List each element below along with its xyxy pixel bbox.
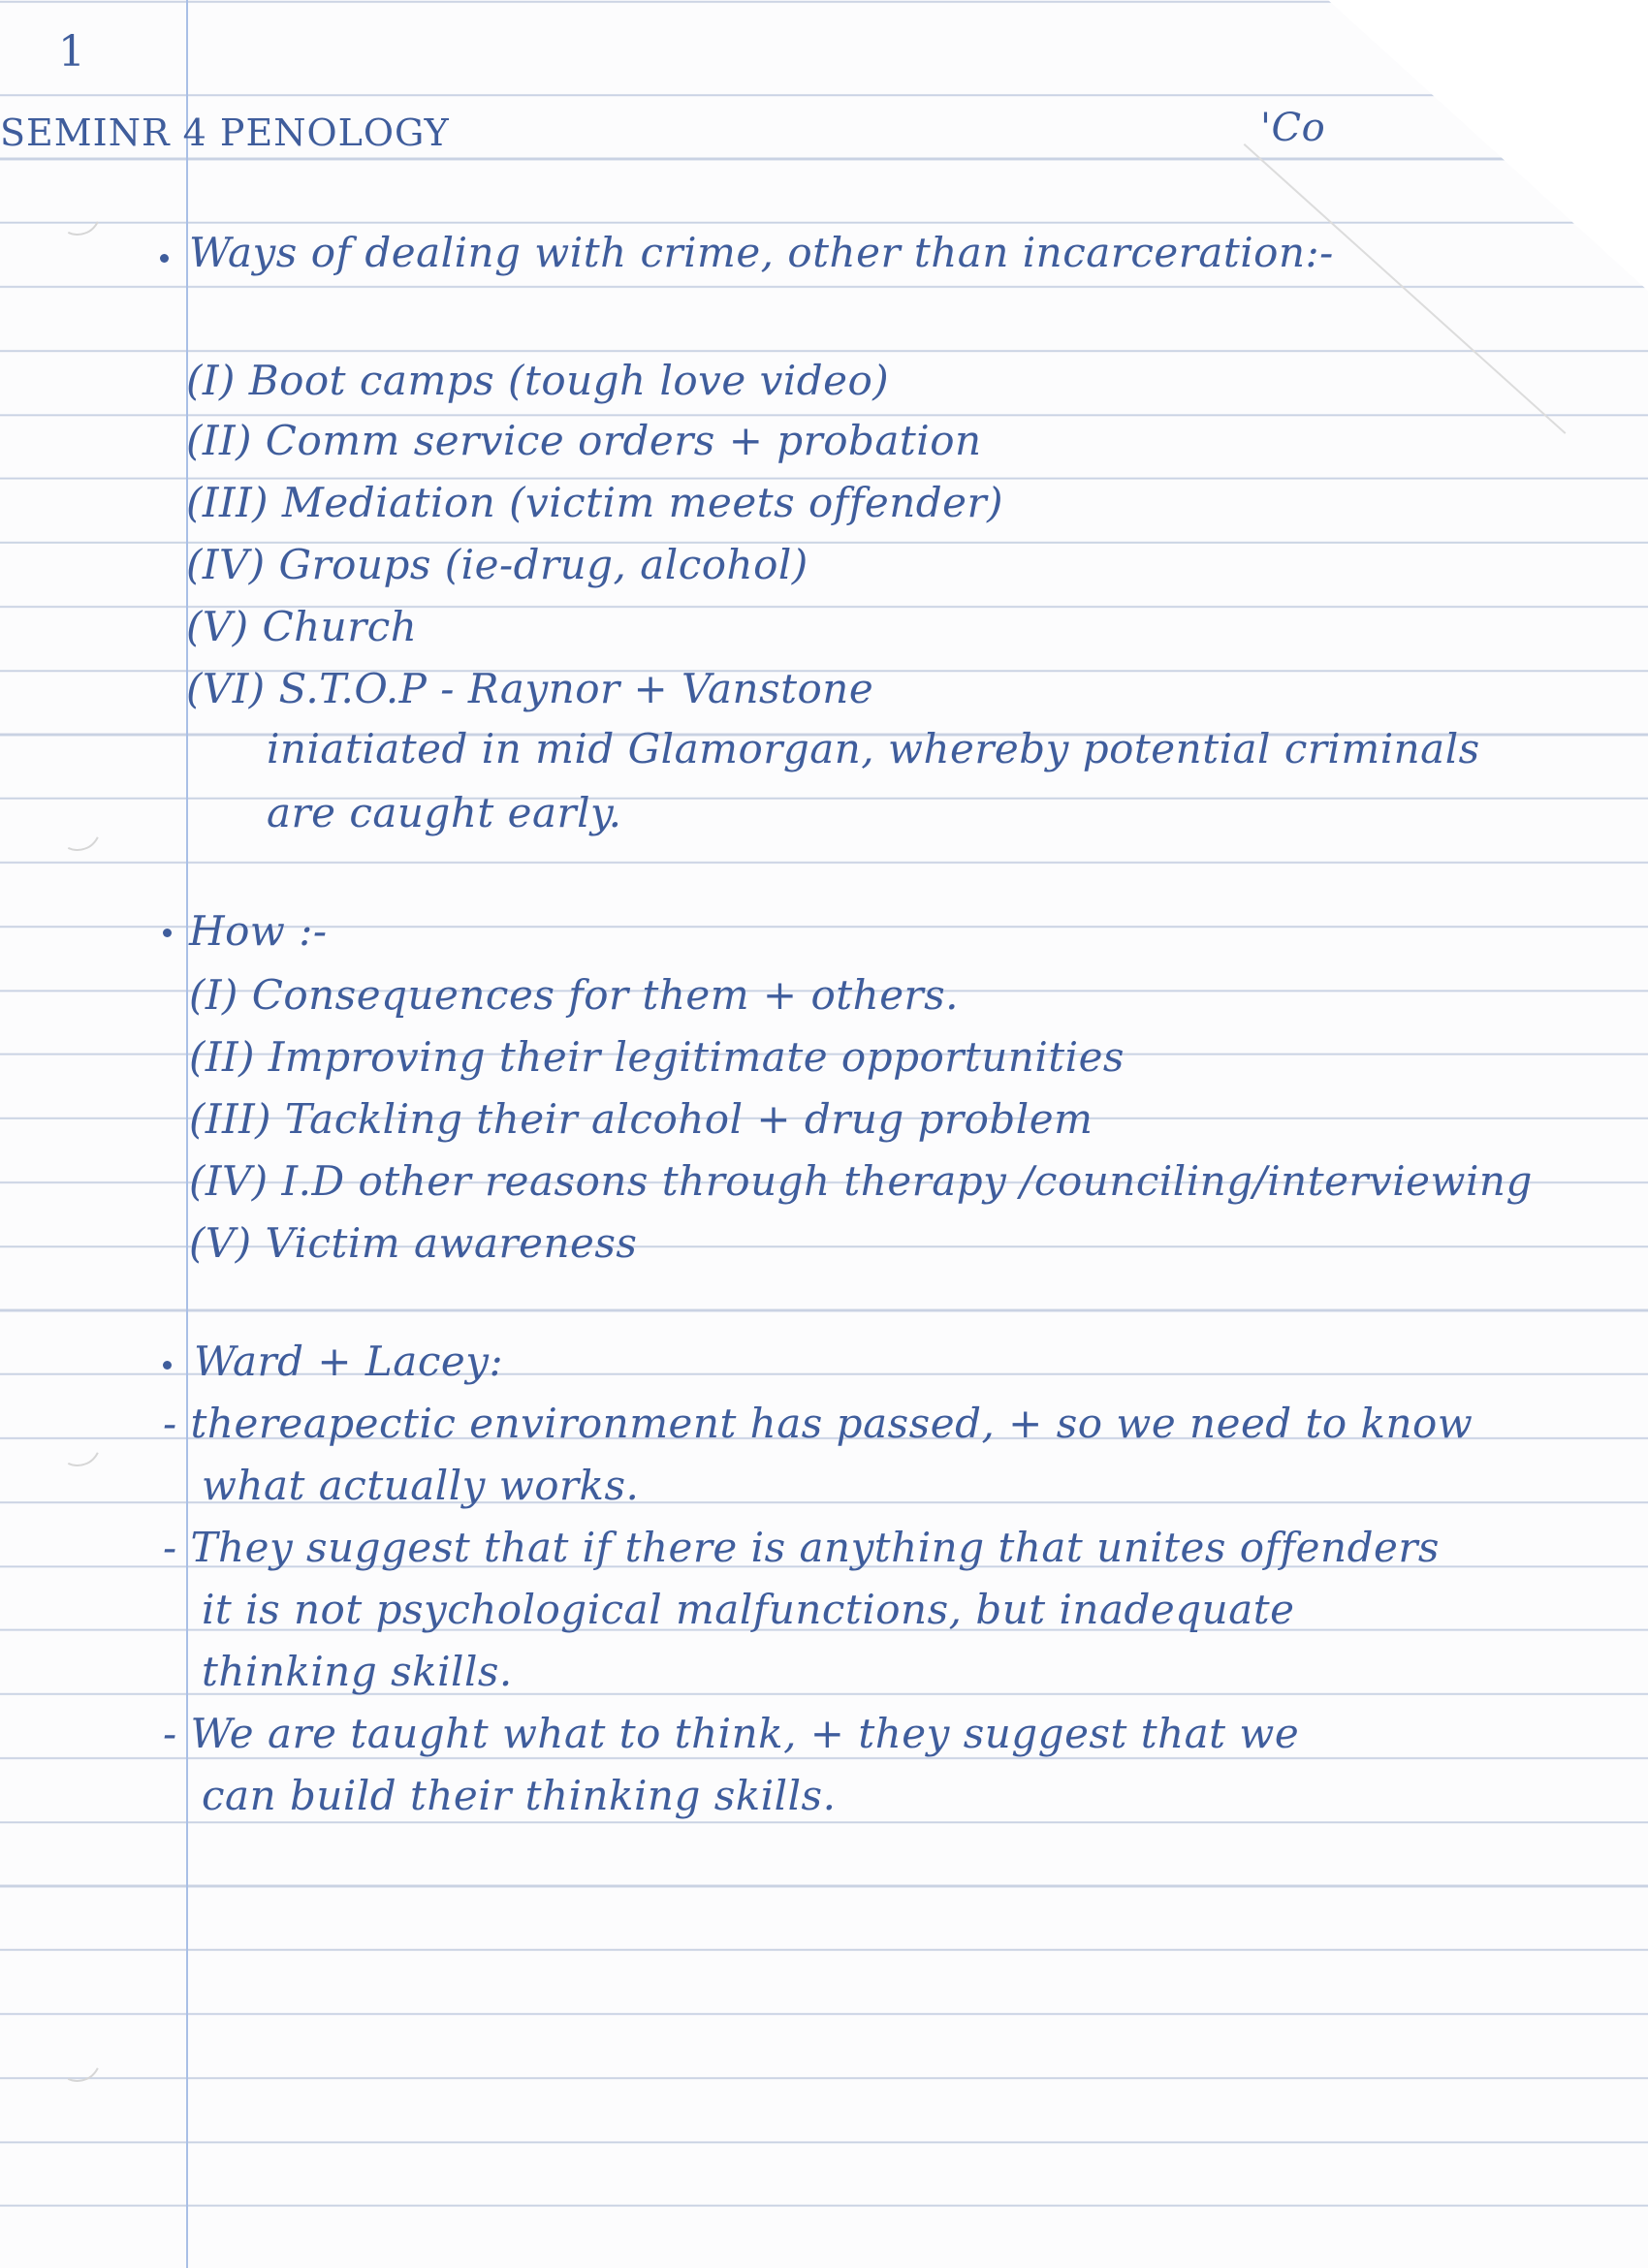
list-item: (I) Boot camps (tough love video) — [186, 357, 890, 404]
bullet-icon — [160, 254, 169, 263]
punch-hole — [48, 1413, 108, 1473]
list-item: (V) Church — [186, 603, 418, 650]
list-item: are caught early. — [267, 789, 622, 836]
list-item: thinking skills. — [202, 1648, 513, 1695]
list-item: (VI) S.T.O.P - Raynor + Vanstone — [186, 665, 874, 712]
list-item: - We are taught what to think, + they suggest that we — [163, 1710, 1300, 1757]
list-item: (II) Improving their legitimate opportunities — [189, 1033, 1125, 1081]
list-item: (IV) I.D other reasons through therapy /counciling/interviewing — [189, 1157, 1533, 1205]
list-item: - They suggest that if there is anything that unites offenders — [163, 1524, 1440, 1571]
margin-line — [186, 0, 188, 2268]
corner-mark: 'Co — [1260, 106, 1326, 150]
list-item: (V) Victim awareness — [189, 1219, 638, 1267]
section-heading: Ward + Lacey: — [194, 1338, 504, 1385]
section-heading: Ways of dealing with crime, other than incarceration:- — [189, 229, 1334, 276]
punch-hole — [48, 798, 108, 858]
page-number: 1 — [58, 27, 86, 77]
list-item: (III) Tackling their alcohol + drug problem — [189, 1095, 1093, 1143]
list-item: it is not psychological malfunctions, but inadequate — [202, 1586, 1295, 1633]
page-title: SEMINR 4 PENOLOGY — [0, 111, 450, 154]
punch-hole — [48, 182, 108, 242]
folded-corner — [1328, 0, 1648, 291]
bullet-icon — [163, 1361, 172, 1370]
list-item: (I) Consequences for them + others. — [189, 971, 960, 1019]
list-item: what actually works. — [202, 1462, 640, 1509]
list-item: (IV) Groups (ie-drug, alcohol) — [186, 541, 808, 588]
punch-hole — [48, 2029, 108, 2089]
bullet-icon — [163, 929, 172, 937]
list-item: (II) Comm service orders + probation — [186, 417, 982, 464]
list-item: can build their thinking skills. — [202, 1772, 837, 1819]
section-heading: How :- — [189, 907, 328, 955]
list-item: (III) Mediation (victim meets offender) — [186, 479, 1003, 526]
list-item: - thereapectic environment has passed, + so we need to know — [163, 1400, 1474, 1447]
list-item: iniatiated in mid Glamorgan, whereby potential criminals — [267, 725, 1480, 772]
